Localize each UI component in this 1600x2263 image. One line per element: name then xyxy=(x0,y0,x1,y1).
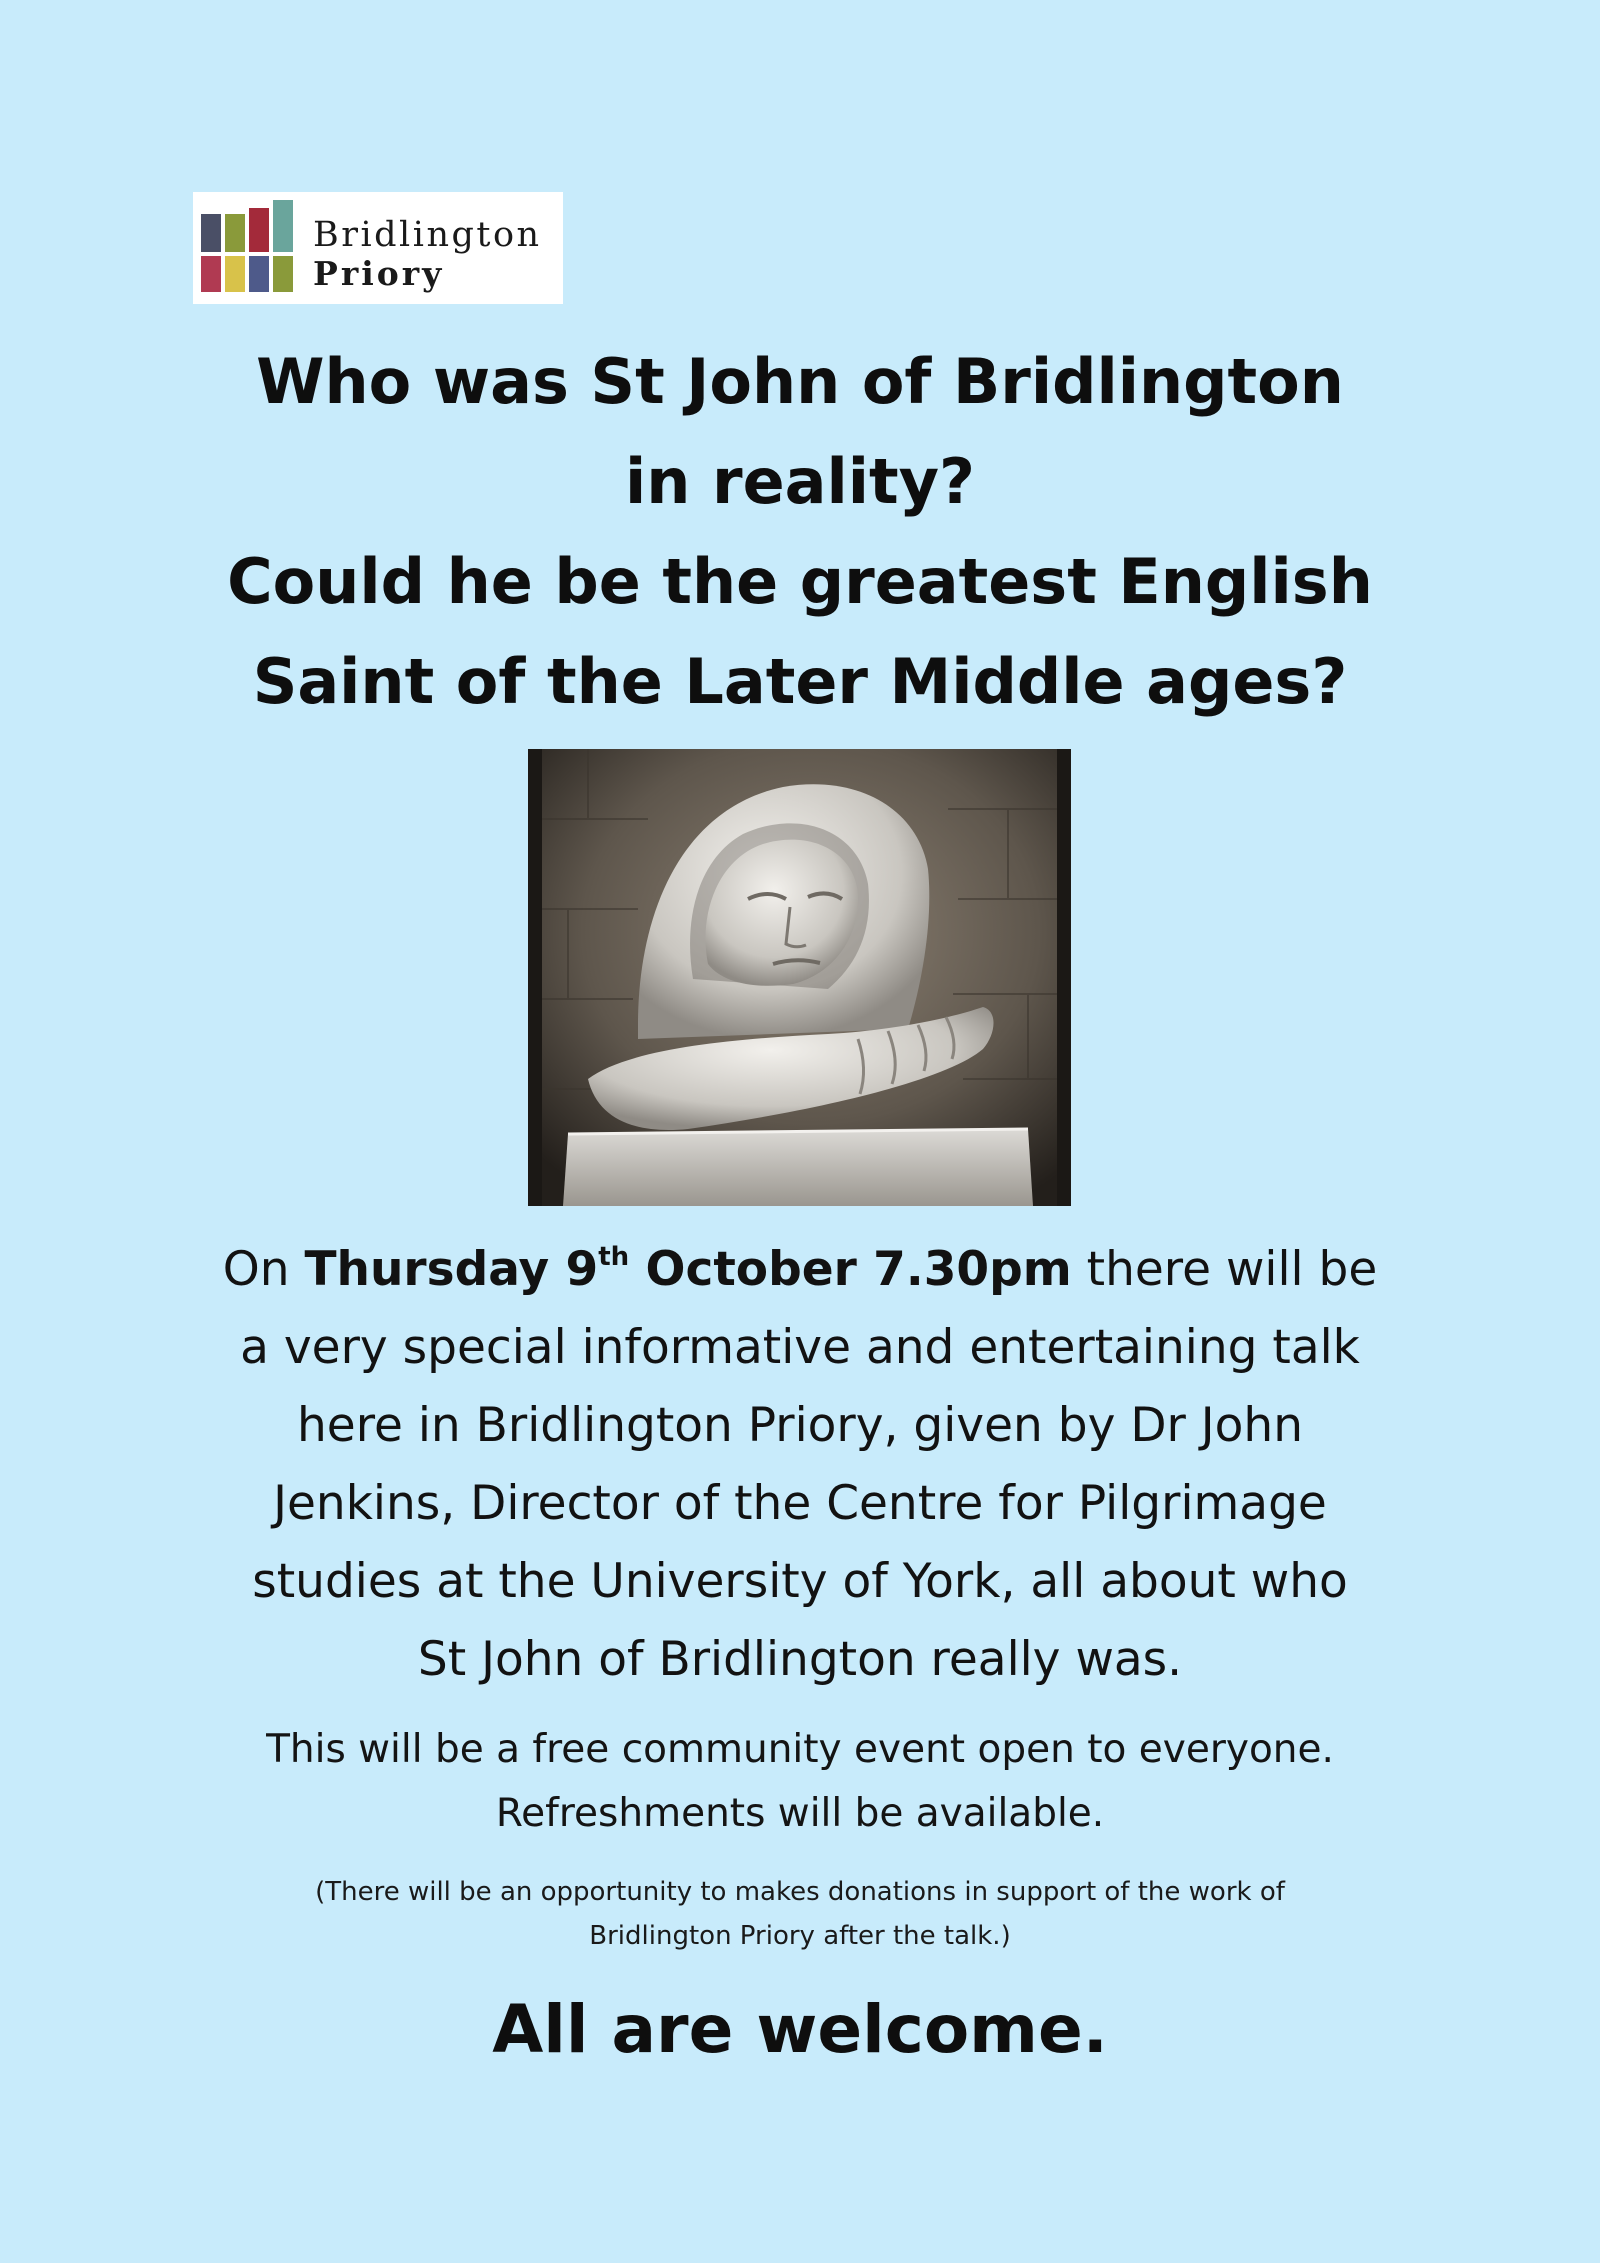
event-details-line-3: here in Bridlington Priory, given by Dr John xyxy=(296,1398,1303,1453)
headline-line-2: in reality? xyxy=(625,445,975,518)
headline-line-1: Who was St John of Bridlington xyxy=(256,345,1344,418)
event-details-line-2: a very special informative and entertaining talk xyxy=(240,1320,1360,1375)
donation-note-line-1: (There will be an opportunity to makes donations in support of the work of xyxy=(315,1877,1285,1907)
event-details-line-1 xyxy=(150,1231,1450,1309)
event-date xyxy=(304,1242,1071,1297)
event-details-line-5: studies at the University of York, all about who xyxy=(252,1554,1348,1609)
free-event-notice xyxy=(150,1718,1450,1846)
bridlington-priory-logo xyxy=(193,192,563,304)
closing-welcome: All are welcome. xyxy=(492,1991,1108,2068)
event-date-time: October 7.30pm xyxy=(629,1242,1072,1297)
event-date-suffix: th xyxy=(598,1242,630,1272)
headline-line-4: Saint of the Later Middle ages? xyxy=(252,645,1348,718)
donation-note xyxy=(150,1870,1450,1958)
free-event-line-1: This will be a free community event open to everyone. xyxy=(266,1727,1334,1772)
details-prefix: On xyxy=(222,1242,305,1297)
logo-line-1: Bridlington xyxy=(313,215,542,255)
st-john-sculpture-photo xyxy=(528,749,1071,1206)
logo-wordmark xyxy=(313,215,542,293)
event-details-line-4: Jenkins, Director of the Centre for Pilgrimage xyxy=(273,1476,1327,1531)
event-date-day: Thursday 9 xyxy=(304,1242,599,1297)
headline-line-3: Could he be the greatest English xyxy=(227,545,1373,618)
event-details-line-6: St John of Bridlington really was. xyxy=(417,1632,1183,1687)
headline xyxy=(100,332,1500,732)
donation-note-line-2: Bridlington Priory after the talk.) xyxy=(589,1921,1011,1951)
priory-logo-mark-icon xyxy=(201,200,293,296)
free-event-line-2: Refreshments will be available. xyxy=(495,1791,1105,1836)
details-suffix: there will be xyxy=(1071,1242,1378,1297)
event-details xyxy=(150,1231,1450,1699)
logo-line-2: Priory xyxy=(313,254,445,293)
